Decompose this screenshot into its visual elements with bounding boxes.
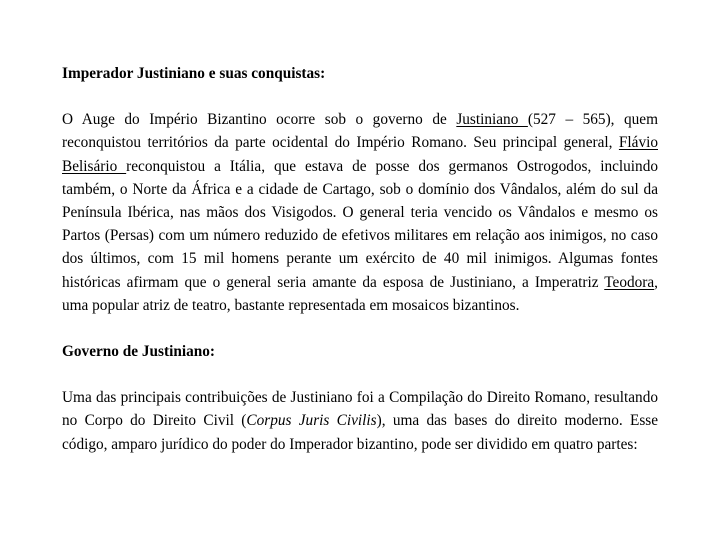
spacer xyxy=(62,85,658,108)
text-run: , uma popular atriz de teatro, bastante representada em mosaicos bizantinos. xyxy=(62,273,658,314)
italic-corpus-juris-civilis: Corpus Juris Civilis xyxy=(246,412,377,430)
paragraph-governo xyxy=(62,386,658,456)
text-run: O Auge do Império Bizantino ocorre sob o governo de xyxy=(62,111,457,129)
text-run: Uma das principais contribuições de Justiniano foi a Compilação do Direito Romano, resultando no Corpo do Direito Civil ( xyxy=(62,389,658,430)
link-justiniano[interactable]: Justiniano xyxy=(456,111,528,129)
spacer xyxy=(62,363,658,386)
text-run: (527 – 565), quem reconquistou territórios da parte ocidental do Império Romano. Seu principal general, xyxy=(62,111,658,152)
section-heading-conquistas: Imperador Justiniano e suas conquistas: xyxy=(62,65,326,82)
paragraph-conquistas xyxy=(62,108,658,317)
document-body xyxy=(62,62,658,456)
text-run: ), uma das bases do direito moderno. Esse código, amparo jurídico do poder do Imperador bizantino, pode ser dividido em quatro partes: xyxy=(62,412,659,453)
section-heading-governo: Governo de Justiniano: xyxy=(62,343,215,361)
spacer xyxy=(62,317,658,340)
link-flavio-belisario[interactable]: Flávio Belisário xyxy=(62,134,658,175)
text-run: reconquistou a Itália, que estava de posse dos germanos Ostrogodos, incluindo também, o Norte da África e a cidade de Cartago, sob o domínio dos Vândalos, além do sul da Península Ibérica, nas mãos dos Visigodos. O general teria vencido os Vândalos e mesmo os Partos (Persas) com um número reduzido de efetivos militares em relação aos inimigos, no caso dos últimos, com 15 mil homens perante um exército de 40 mil inimigos. Algumas fontes históricas afirmam que o general seria amante da esposa de Justiniano, a Imperatriz xyxy=(62,157,658,291)
link-teodora[interactable]: Teodora xyxy=(604,273,655,291)
